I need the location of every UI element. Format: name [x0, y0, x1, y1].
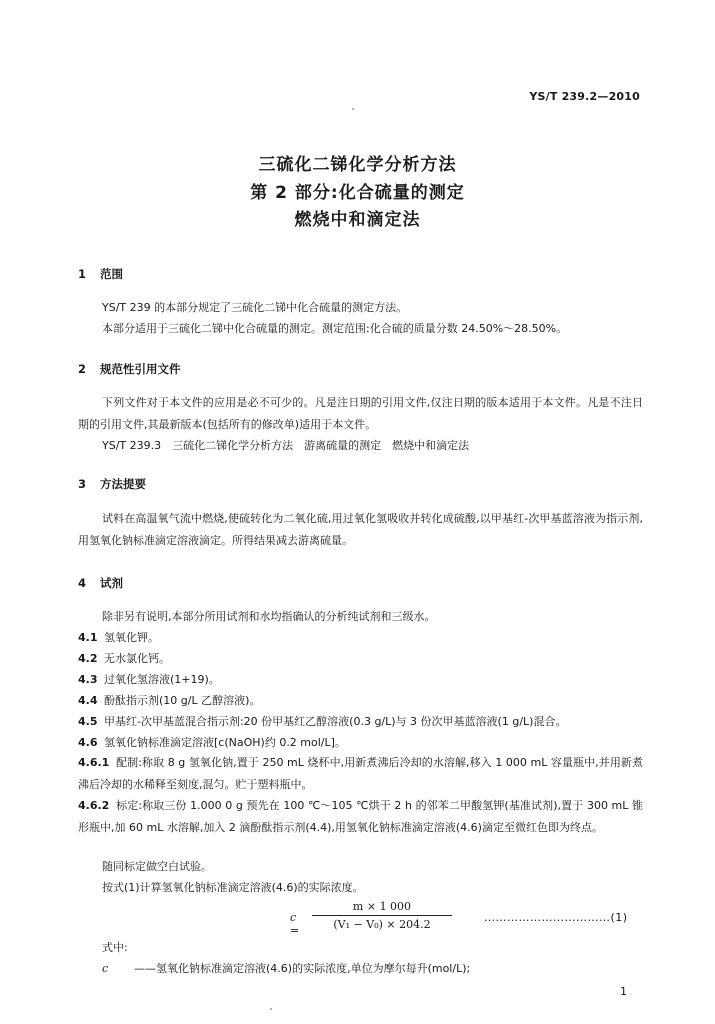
- section-number: 4: [78, 576, 87, 590]
- item-text: 无水氯化钙。: [104, 652, 170, 665]
- item-text: 酚酞指示剂(10 g/L 乙醇溶液)。: [104, 694, 261, 707]
- section-number: 3: [78, 477, 87, 491]
- formula-lhs: c =: [290, 911, 300, 937]
- item-number: 4.4: [78, 694, 98, 707]
- title-line-1: 三硫化二锑化学分析方法: [258, 155, 457, 175]
- reagent-item: [78, 714, 566, 729]
- formula-fraction: [312, 900, 452, 932]
- section-4-intro: 除非另有说明,本部分所用试剂和水均指确认的分析纯试剂和三级水。: [102, 610, 436, 623]
- item-text: 配制:称取 8 g 氢氧化钠,置于 250 mL 烧杯中,用新煮沸后冷却的水溶解,移入 1 000 mL 容量瓶中,并用新煮沸后冷却的水稀释至刻度,混匀。贮于塑料瓶中。: [78, 756, 643, 791]
- item-text: 甲基红-次甲基蓝混合指示剂:20 份甲基红乙醇溶液(0.3 g/L)与 3 份次甲基蓝溶液(1 g/L)混合。: [104, 715, 567, 728]
- item-number: 4.2: [78, 652, 98, 665]
- reagent-item: [78, 672, 220, 687]
- fraction-bar: [312, 915, 452, 916]
- section-number: 2: [78, 362, 87, 376]
- section-1-para-2: 本部分适用于三硫化二锑中化合硫量的测定。测定范围:化合硫的质量分数 24.50%～28.50%。: [102, 322, 568, 335]
- section-title: 规范性引用文件: [100, 362, 181, 376]
- item-number: 4.3: [78, 673, 98, 686]
- reagent-item: [78, 651, 170, 666]
- reagent-item-4-6-1: [78, 752, 643, 796]
- standard-code: YS/T 239.2—2010: [529, 90, 640, 103]
- formula-label: ……………………………(1): [484, 911, 628, 924]
- formula-denominator: (V₁ − V₀) × 204.2: [333, 918, 431, 931]
- item-text: 过氧化氢溶液(1+19)。: [104, 673, 220, 686]
- item-number: 4.6: [78, 736, 98, 749]
- formula-numerator: m × 1 000: [352, 900, 412, 913]
- section-2-heading: [78, 361, 181, 377]
- section-2-para-1: 下列文件对于本文件的应用是必不可少的。凡是注日期的引用文件,仅注日期的版本适用于本文件。凡是不注日期的引用文件,其最新版本(包括所有的修改单)适用于本文件。: [78, 396, 643, 431]
- item-text: 氢氧化钠标准滴定溶液[c(NaOH)约 0.2 mol/L]。: [104, 736, 346, 749]
- section-title: 方法提要: [100, 477, 146, 491]
- reagent-item: [78, 693, 260, 708]
- section-4-heading: [78, 575, 123, 591]
- item-number: 4.1: [78, 631, 98, 644]
- reagent-item: [78, 735, 346, 750]
- variable-description: ——氢氧化钠标准滴定溶液(4.6)的实际浓度,单位为摩尔每升(mol/L);: [134, 962, 471, 975]
- where-label: 式中:: [102, 941, 128, 954]
- section-1-para-1: YS/T 239 的本部分规定了三硫化二锑中化合硫量的测定方法。: [102, 301, 408, 314]
- variable-definition: [102, 961, 470, 976]
- reagent-item-4-6-2: [78, 795, 643, 839]
- item-number: 4.5: [78, 715, 98, 728]
- title-line-2: 第 2 部分:化合硫量的测定: [250, 183, 465, 203]
- section-title: 试剂: [100, 576, 123, 590]
- blank-test-note: 随同标定做空白试验。: [102, 860, 212, 873]
- section-1-heading: [78, 266, 123, 282]
- page-number: 1: [620, 985, 627, 998]
- scan-speck: [352, 108, 354, 110]
- section-3-heading: [78, 476, 146, 492]
- item-text: 氢氧化钾。: [104, 631, 159, 644]
- calc-instruction: 按式(1)计算氢氧化钠标准滴定溶液(4.6)的实际浓度。: [102, 881, 364, 894]
- item-number: 4.6.2: [78, 799, 110, 812]
- section-number: 1: [78, 267, 87, 281]
- section-title: 范围: [100, 267, 123, 281]
- section-3-para-1: 试料在高温氧气流中燃烧,使硫转化为二氧化硫,用过氧化氢吸收并转化成硫酸,以甲基红-次甲基蓝溶液为指示剂,用氢氧化钠标准滴定溶液滴定。所得结果减去游离硫量。: [78, 512, 643, 547]
- scan-speck: [270, 1008, 272, 1010]
- reagent-item: [78, 630, 159, 645]
- variable-symbol: c: [102, 962, 109, 975]
- item-number: 4.6.1: [78, 756, 110, 769]
- title-line-3: 燃烧中和滴定法: [294, 210, 421, 230]
- section-2-reference: YS/T 239.3 三硫化二锑化学分析方法 游离硫量的测定 燃烧中和滴定法: [102, 439, 470, 452]
- item-text: 标定:称取三份 1.000 0 g 预先在 100 ℃～105 ℃烘干 2 h 的邻苯二甲酸氢钾(基准试剂),置于 300 mL 锥形瓶中,加 60 mL 水溶解,加入 2 滴酚酞指示剂(4.4),用氢氧化钠标准滴定溶液(4.6)滴定至微红色即为终点。: [78, 799, 643, 834]
